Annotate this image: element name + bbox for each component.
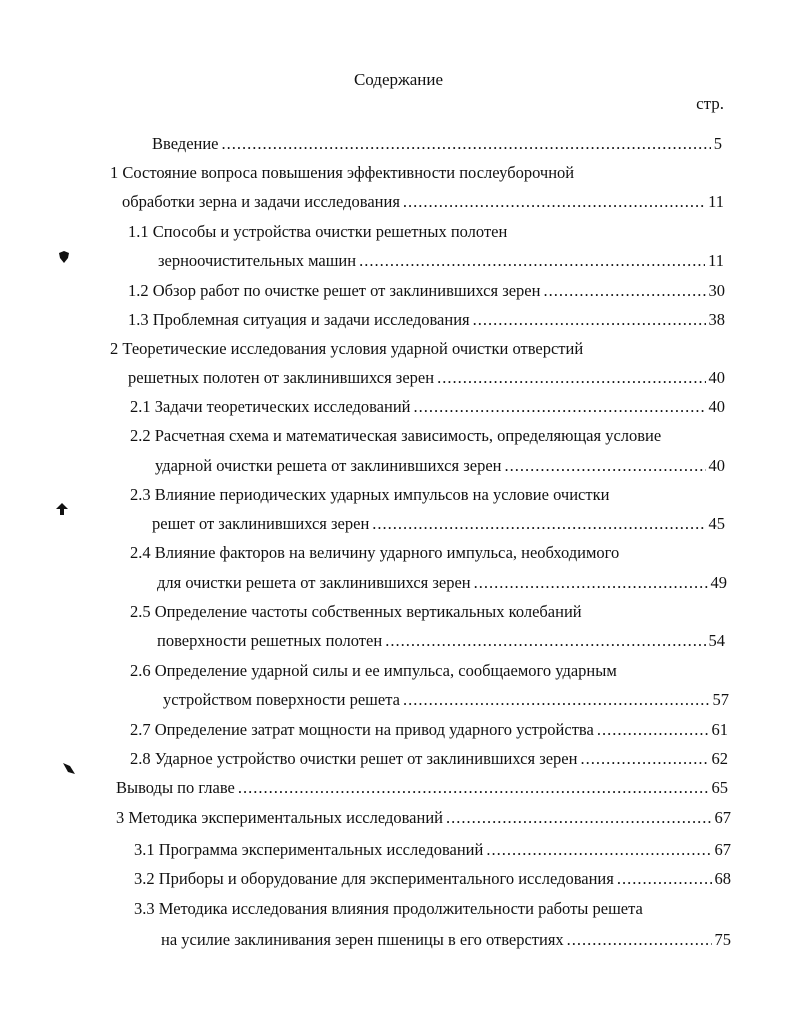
- page-title: Содержание: [353, 70, 444, 89]
- toc-entry-2-6[interactable]: устройством поверхности решета ..... 57: [163, 688, 729, 712]
- toc-page-number: 62: [711, 749, 728, 768]
- toc-page-number: 67: [714, 808, 731, 827]
- toc-page-number: 5: [713, 134, 722, 153]
- toc-page-number: 30: [708, 281, 725, 300]
- toc-entry-1-line1[interactable]: 1 Состояние вопроса повышения эффективности послеуборочной: [110, 163, 575, 182]
- toc-entry-3-3-line1[interactable]: 3.3 Методика исследования влияния продолжительности работы решета: [134, 899, 643, 918]
- toc-entry-2-line1[interactable]: 2 Теоретические исследования условия ударной очистки отверстий: [110, 339, 584, 358]
- scan-mark-icon: [62, 762, 76, 776]
- toc-page-number: 40: [708, 456, 725, 475]
- toc-entry-2-8[interactable]: 2.8 Ударное устройство очистки решет от заклинившихся зерен ..... 62: [130, 747, 728, 771]
- toc-page-number: 11: [708, 192, 724, 211]
- toc-page-number: 54: [708, 631, 725, 650]
- toc-entry-1-1[interactable]: зерноочистительных машин ..... 11: [158, 249, 724, 273]
- toc-page-number: 11: [708, 251, 724, 270]
- page-column-header: стр.: [696, 94, 724, 113]
- toc-entry-1-2[interactable]: 1.2 Обзор работ по очистке решет от заклинившихся зерен ..... 30: [128, 279, 725, 303]
- toc-entry-2-1[interactable]: 2.1 Задачи теоретических исследований ..... 40: [130, 395, 725, 419]
- toc-entry-3[interactable]: 3 Методика экспериментальных исследований ..... 67: [116, 806, 731, 830]
- toc-entry-2-4[interactable]: для очистки решета от заклинившихся зерен ..... 49: [157, 571, 727, 595]
- toc-page-number: 61: [711, 720, 728, 739]
- toc-page-number: 40: [708, 368, 725, 387]
- toc-entry-3-2[interactable]: 3.2 Приборы и оборудование для экспериментального исследования ..... 68: [134, 867, 731, 891]
- toc-page-number: 38: [708, 310, 725, 329]
- toc-page-number: 57: [712, 690, 729, 709]
- toc-page-number: 49: [710, 573, 727, 592]
- toc-entry-2-7[interactable]: 2.7 Определение затрат мощности на привод ударного устройства ..... 61: [130, 718, 728, 742]
- toc-entry-2-3[interactable]: решет от заклинившихся зерен ..... 45: [152, 512, 725, 536]
- toc-entry-2-4-line1[interactable]: 2.4 Влияние факторов на величину ударного импульса, необходимого: [130, 543, 620, 562]
- toc-entry-2-6-line1[interactable]: 2.6 Определение ударной силы и ее импульса, сообщаемого ударным: [130, 661, 617, 680]
- toc-entry-3-1[interactable]: 3.1 Программа экспериментальных исследований ..... 67: [134, 838, 731, 862]
- toc-entry-introduction[interactable]: Введение ..... 5: [152, 132, 722, 156]
- toc-page-number: 67: [714, 840, 731, 859]
- toc-page-number: 45: [708, 514, 725, 533]
- toc-entry-1-3[interactable]: 1.3 Проблемная ситуация и задачи исследования ..... 38: [128, 308, 725, 332]
- toc-entry-2-5[interactable]: поверхности решетных полотен ..... 54: [157, 629, 725, 653]
- toc-entry-conclusions[interactable]: Выводы по главе ..... 65: [116, 776, 728, 800]
- toc-entry-3-3[interactable]: на усилие заклинивания зерен пшеницы в его отверстиях ..... 75: [161, 928, 731, 952]
- toc-entry-1-1-line1[interactable]: 1.1 Способы и устройства очистки решетных полотен: [128, 222, 508, 241]
- toc-entry-2-5-line1[interactable]: 2.5 Определение частоты собственных вертикальных колебаний: [130, 602, 582, 621]
- toc-page-number: 40: [708, 397, 725, 416]
- toc-entry-1[interactable]: обработки зерна и задачи исследования ..... 11: [122, 190, 724, 214]
- scan-mark-icon: [55, 502, 69, 516]
- toc-entry-2-3-line1[interactable]: 2.3 Влияние периодических ударных импульсов на условие очистки: [130, 485, 610, 504]
- toc-entry-2[interactable]: решетных полотен от заклинившихся зерен ..... 40: [128, 366, 725, 390]
- scan-mark-icon: [57, 250, 71, 264]
- toc-page-number: 65: [711, 778, 728, 797]
- toc-page-number: 68: [714, 869, 731, 888]
- toc-page-number: 75: [714, 930, 731, 949]
- toc-entry-2-2[interactable]: ударной очистки решета от заклинившихся зерен ..... 40: [155, 454, 725, 478]
- toc-entry-2-2-line1[interactable]: 2.2 Расчетная схема и математическая зависимость, определяющая условие: [130, 426, 662, 445]
